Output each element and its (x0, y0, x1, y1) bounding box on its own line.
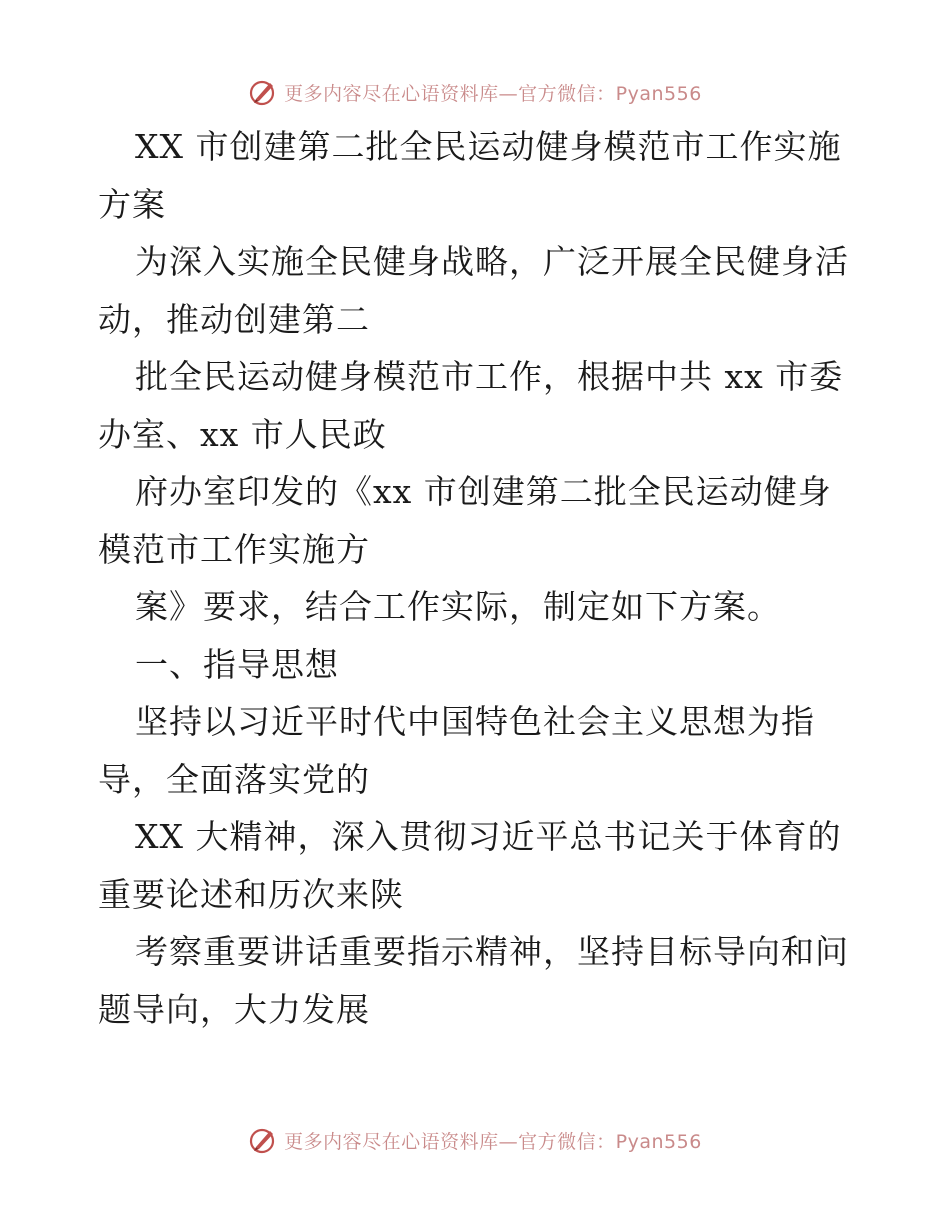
watermark-text: 更多内容尽在心语资料库—官方微信：Pyan556 (284, 82, 702, 105)
text-line: 考察重要讲话重要指示精神，坚持目标导向和问 (135, 932, 849, 971)
text-line: 批全民运动健身模范市工作，根据中共 xx 市委 (135, 357, 844, 396)
text-line: 重要论述和历次来陕 (98, 874, 404, 914)
text-line: 一、指导思想 (135, 644, 339, 684)
text-line: 办室、xx 市人民政 (98, 414, 387, 454)
text-line: 方案 (98, 184, 166, 224)
document-body (98, 118, 858, 1038)
quill-pen-logo-icon (248, 77, 278, 107)
text-line: 坚持以习近平时代中国特色社会主义思想为指 (135, 702, 815, 741)
text-line: 动，推动创建第二 (98, 299, 370, 339)
quill-pen-logo-icon (248, 1125, 278, 1155)
watermark-text: 更多内容尽在心语资料库—官方微信：Pyan556 (284, 1130, 702, 1153)
text-line: 府办室印发的《xx 市创建第二批全民运动健身 (135, 472, 832, 511)
text-line: XX 大精神，深入贯彻习近平总书记关于体育的 (135, 817, 842, 856)
watermark-header (0, 72, 950, 112)
text-line: 案》要求，结合工作实际，制定如下方案。 (135, 587, 781, 626)
watermark-footer (0, 1120, 950, 1160)
text-line: 题导向，大力发展 (98, 989, 370, 1029)
text-line: 模范市工作实施方 (98, 529, 370, 569)
text-line: XX 市创建第二批全民运动健身模范市工作实施 (135, 127, 842, 166)
text-line: 为深入实施全民健身战略，广泛开展全民健身活 (135, 242, 849, 281)
text-line: 导，全面落实党的 (98, 759, 370, 799)
